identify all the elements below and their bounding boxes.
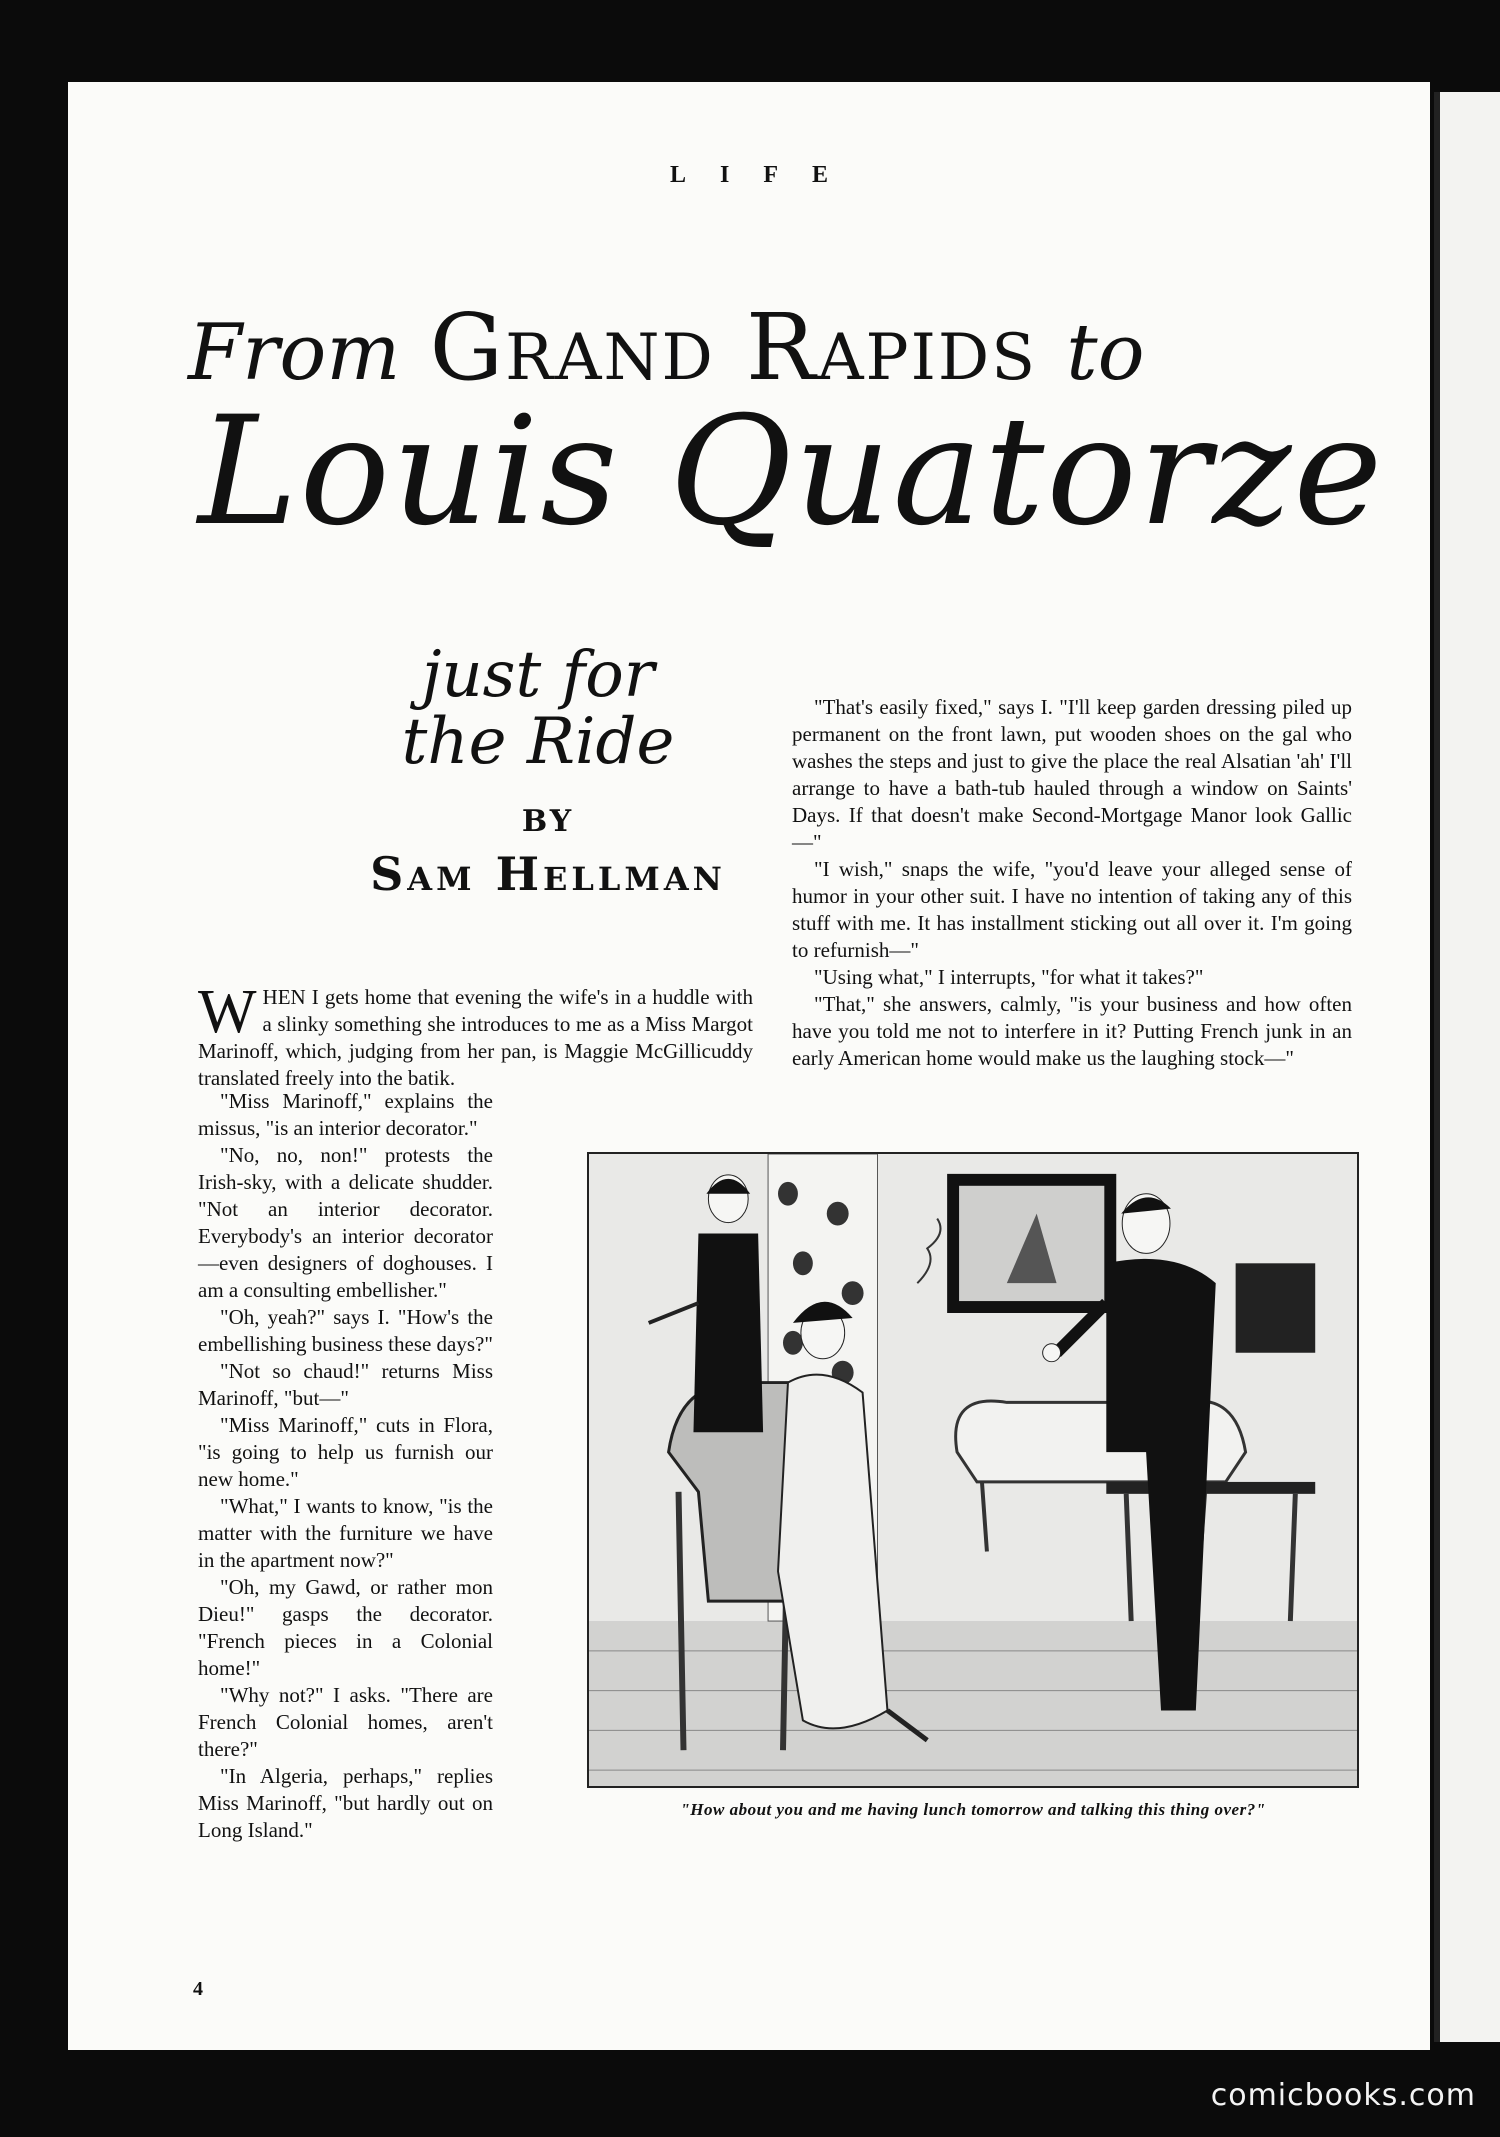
paragraph: "No, no, non!" protests the Irish-sky, with a delicate shudder. "Not an interior decorator. Everybody's an interior decorator—even designers of doghouses. I am a consulting embellisher." [198, 1143, 493, 1302]
magazine-page [68, 82, 1430, 2050]
cartoon-caption: "How about you and me having lunch tomorrow and talking this thing over?" [680, 1800, 1266, 1819]
paragraph: "That," she answers, calmly, "is your business and how often have you told me not to interfere in it? Putting French junk in an early American home would make us the laughing stock—" [792, 992, 1352, 1070]
paragraph: "In Algeria, perhaps," replies Miss Marinoff, "but hardly out on Long Island." [198, 1764, 493, 1842]
byline-author: Sam Hellman [370, 847, 726, 901]
title-from: From [188, 308, 401, 398]
page-number: 4 [193, 1978, 203, 2000]
title-grand-rapids: Grand Rapids [429, 294, 1038, 401]
opening-paragraph [198, 978, 753, 1092]
cartoon-illustration [587, 1152, 1359, 1788]
article-title [188, 294, 1388, 559]
byline-by: BY [521, 804, 575, 839]
title-to: to [1066, 308, 1145, 398]
paragraph: "Oh, my Gawd, or rather mon Dieu!" gasps the decorator. "French pieces in a Colonial home!" [198, 1575, 493, 1680]
watermark-text: comicbooks.com [1210, 2078, 1476, 2113]
title-louis-quatorze: Louis Quatorze [198, 385, 1385, 559]
right-column-text [792, 694, 1352, 1072]
paragraph: "Miss Marinoff," explains the missus, "is an interior decorator." [198, 1089, 493, 1140]
paragraph: HEN I gets home that evening the wife's in a huddle with a slinky something she introduces to me as a Miss Margot Marinoff, which, judging from her pan, is Maggie McGillicuddy translated freely into the batik. [198, 985, 753, 1090]
paragraph: "Miss Marinoff," cuts in Flora, "is going to help us furnish our new home." [198, 1413, 493, 1491]
paragraph: "Why not?" I asks. "There are French Colonial homes, aren't there?" [198, 1683, 493, 1761]
paragraph: "That's easily fixed," says I. "I'll keep garden dressing piled up permanent on the front lawn, put wooden shoes on the gal who washes the steps and just to give the place the real Alsatian 'ah' I'll arrange to have a bath-tub hauled through a window on Saints' Days. If that doesn't make Second-Mortgage Manor look Gallic—" [792, 695, 1352, 854]
subtitle-line-2: the Ride [401, 705, 675, 780]
drop-cap: W [198, 978, 257, 1046]
paragraph: "I wish," snaps the wife, "you'd leave your alleged sense of humor in your other suit. I have no intention of taking any of this stuff with me. It has installment sticking out all over it. I'm going to refurnish—" [792, 857, 1352, 962]
cartoon-drawing [589, 1154, 1357, 1786]
article-subtitle [338, 638, 738, 780]
title-line-1 [188, 294, 1388, 401]
paragraph: "Oh, yeah?" says I. "How's the embellishing business these days?" [198, 1305, 493, 1356]
left-column-text [198, 1088, 493, 1844]
paragraph: "Using what," I interrupts, "for what it takes?" [814, 965, 1204, 989]
paragraph: "What," I wants to know, "is the matter with the furniture we have in the apartment now?" [198, 1494, 493, 1572]
paragraph: "Not so chaud!" returns Miss Marinoff, "but—" [198, 1359, 493, 1410]
subtitle-line-1: just for [421, 638, 655, 712]
adjacent-page-edge [1434, 92, 1500, 2042]
masthead: LIFE [669, 162, 862, 188]
